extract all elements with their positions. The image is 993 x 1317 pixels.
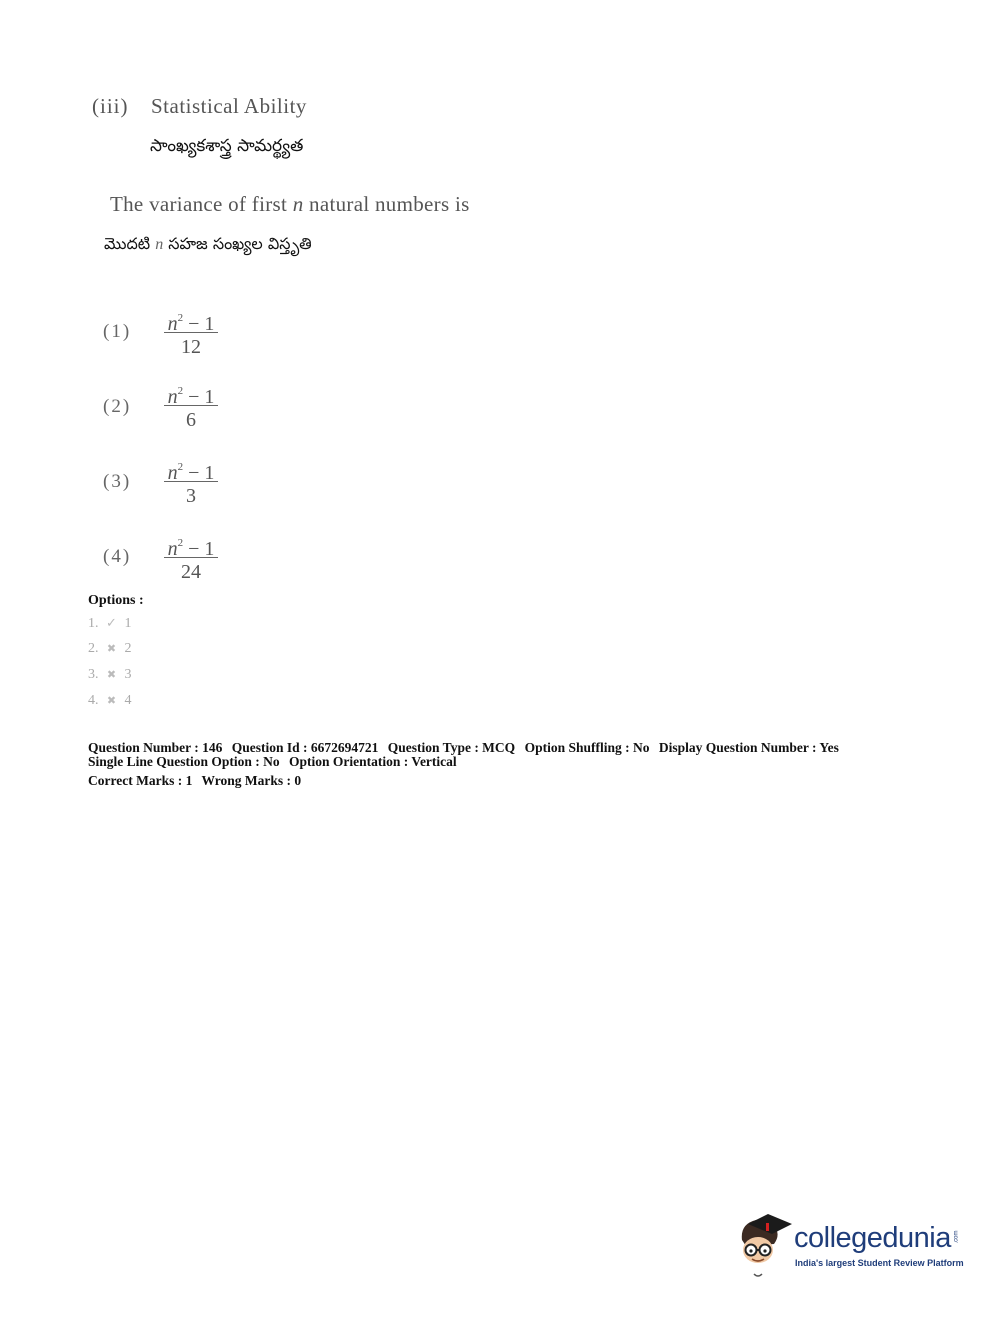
question-variable: n bbox=[292, 192, 304, 216]
option-index: 4. bbox=[88, 693, 99, 708]
logo-wordmark: collegedunia bbox=[794, 1222, 951, 1254]
option-value: 1 bbox=[124, 616, 132, 631]
cross-icon: ✖ bbox=[106, 695, 117, 707]
check-icon: ✓ bbox=[106, 615, 117, 630]
meta-correct-marks: Correct Marks : 1 bbox=[88, 773, 193, 788]
choice-numerator: $n^2 - 1$ bbox=[167, 385, 215, 408]
logo-suffix: .com bbox=[953, 1230, 960, 1244]
choice-fraction-1 bbox=[164, 305, 218, 359]
choice-label-4: (4) bbox=[103, 546, 132, 567]
option-index: 1. bbox=[88, 616, 99, 631]
choice-label-3: (3) bbox=[103, 471, 132, 492]
section-title-telugu: సాంఖ్యకశాస్త్ర సామర్థ్యత bbox=[150, 136, 304, 156]
question-telugu-after: సహజ సంఖ్యల విస్తృతి bbox=[163, 234, 312, 253]
meta-single-line-option: Single Line Question Option : No bbox=[88, 754, 280, 769]
option-item-4 bbox=[88, 692, 132, 710]
meta-option-orientation: Option Orientation : Vertical bbox=[289, 754, 457, 769]
question-meta-line-3 bbox=[88, 773, 307, 788]
option-item-3 bbox=[88, 666, 132, 684]
question-text-before: The variance of first bbox=[110, 192, 293, 216]
choice-fraction-4 bbox=[164, 530, 218, 584]
option-index: 3. bbox=[88, 667, 99, 682]
question-meta-line-2 bbox=[88, 754, 463, 769]
choice-denominator: 12 bbox=[181, 336, 201, 358]
question-text-telugu bbox=[104, 234, 312, 257]
meta-question-id: Question Id : 6672694721 bbox=[231, 740, 379, 755]
option-index: 2. bbox=[88, 641, 99, 656]
choice-numerator: $n^2 - 1$ bbox=[167, 312, 215, 335]
choice-numerator: $n^2 - 1$ bbox=[167, 537, 215, 560]
question-text-after: natural numbers is bbox=[303, 192, 470, 216]
option-value: 4 bbox=[124, 693, 132, 708]
option-value: 3 bbox=[124, 667, 132, 682]
option-item-2 bbox=[88, 640, 132, 658]
choice-label-1: (1) bbox=[103, 321, 132, 342]
section-title: Statistical Ability bbox=[151, 94, 307, 118]
choice-denominator: 24 bbox=[181, 561, 201, 583]
meta-display-question-number: Display Question Number : Yes bbox=[658, 740, 839, 755]
option-item-1 bbox=[88, 614, 132, 632]
choice-denominator: 3 bbox=[186, 485, 196, 507]
meta-question-type: Question Type : MCQ bbox=[387, 740, 516, 755]
mascot-icon bbox=[734, 1210, 794, 1280]
question-telugu-variable: n bbox=[155, 236, 164, 253]
cross-icon: ✖ bbox=[106, 669, 117, 681]
choice-label-2: (2) bbox=[103, 396, 132, 417]
meta-question-number: Question Number : 146 bbox=[88, 740, 223, 755]
meta-option-shuffling: Option Shuffling : No bbox=[524, 740, 650, 755]
choice-fraction-2 bbox=[164, 378, 218, 432]
options-heading: Options : bbox=[88, 593, 144, 608]
choice-numerator: $n^2 - 1$ bbox=[167, 461, 215, 484]
choice-fraction-3 bbox=[164, 454, 218, 508]
collegedunia-logo bbox=[732, 1208, 962, 1283]
question-telugu-before: మొదటి bbox=[104, 234, 156, 253]
question-meta-line-1 bbox=[88, 740, 845, 755]
logo-tagline: India's largest Student Review Platform bbox=[795, 1258, 964, 1268]
choice-denominator: 6 bbox=[186, 409, 196, 431]
meta-wrong-marks: Wrong Marks : 0 bbox=[201, 773, 302, 788]
section-number: (iii) bbox=[92, 94, 129, 118]
cross-icon: ✖ bbox=[106, 643, 117, 655]
question-text bbox=[110, 192, 470, 217]
option-value: 2 bbox=[124, 641, 132, 656]
